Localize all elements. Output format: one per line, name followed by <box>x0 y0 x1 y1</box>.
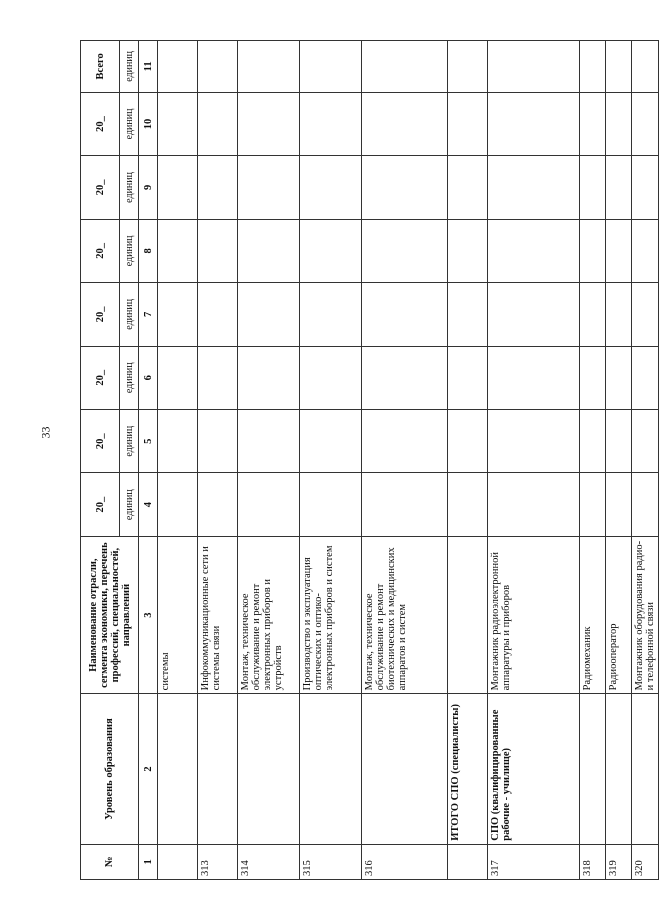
header-year: 20_ <box>81 219 120 282</box>
header-unit: единиц <box>120 473 139 536</box>
row-level: ИТОГО СПО (специалисты) <box>448 694 488 844</box>
row-num <box>448 844 488 879</box>
row-name: Производство и эксплуатация оптических и оптико-электронных приборов и систем <box>300 536 362 693</box>
table-row <box>580 41 606 880</box>
col-number: 4 <box>139 473 158 536</box>
table-row <box>198 41 238 880</box>
row-num: 318 <box>580 844 606 879</box>
row-num: 315 <box>300 844 362 879</box>
row-name: Монтаж, техническое обслуживание и ремонт биотехнических и медицинских аппаратов и систем <box>362 536 448 693</box>
row-num: 314 <box>238 844 300 879</box>
table-row <box>300 41 362 880</box>
row-name: Радиооператор <box>606 536 632 693</box>
header-year: 20_ <box>81 156 120 219</box>
header-num: № <box>81 844 139 879</box>
header-unit: единиц <box>120 41 139 93</box>
row-num: 320 <box>632 844 659 879</box>
row-num: 319 <box>606 844 632 879</box>
data-table <box>80 40 659 880</box>
row-name <box>448 536 488 693</box>
header-year: 20_ <box>81 346 120 409</box>
table-row <box>158 41 198 880</box>
row-num <box>158 844 198 879</box>
row-num: 317 <box>488 844 580 879</box>
row-level <box>198 694 238 844</box>
col-number: 1 <box>139 844 158 879</box>
row-name: Монтажник радиоэлектронной аппаратуры и приборов <box>488 536 580 693</box>
col-number: 9 <box>139 156 158 219</box>
header-row <box>81 41 120 880</box>
table-row <box>606 41 632 880</box>
row-name: Инфокоммуникационные сети и системы связи <box>198 536 238 693</box>
col-number: 3 <box>139 536 158 693</box>
header-unit: единиц <box>120 219 139 282</box>
row-level <box>300 694 362 844</box>
header-year: 20_ <box>81 473 120 536</box>
header-unit: единиц <box>120 92 139 155</box>
row-num: 316 <box>362 844 448 879</box>
header-level: Уровень образования <box>81 694 139 844</box>
row-level <box>238 694 300 844</box>
row-level <box>158 694 198 844</box>
rotated-table-container <box>80 40 656 880</box>
column-number-row <box>139 41 158 880</box>
row-name: системы <box>158 536 198 693</box>
row-name: Монтажник оборудования радио- и телефонной связи <box>632 536 659 693</box>
col-number: 5 <box>139 409 158 472</box>
row-level <box>580 694 606 844</box>
header-name: Наименование отрасли, сегмента экономики, перечень профессий, специальностей, направлений <box>81 536 139 693</box>
row-level <box>632 694 659 844</box>
row-name: Монтаж, техническое обслуживание и ремонт электронных приборов и устройств <box>238 536 300 693</box>
header-total: Всего <box>81 41 120 93</box>
col-number: 11 <box>139 41 158 93</box>
table-row <box>362 41 448 880</box>
col-number: 8 <box>139 219 158 282</box>
table-row <box>488 41 580 880</box>
header-unit: единиц <box>120 346 139 409</box>
header-unit: единиц <box>120 156 139 219</box>
header-unit: единиц <box>120 283 139 346</box>
header-year: 20_ <box>81 409 120 472</box>
page-number: 33 <box>38 426 53 439</box>
row-name: Радиомеханик <box>580 536 606 693</box>
table-row <box>632 41 659 880</box>
col-number: 7 <box>139 283 158 346</box>
header-year: 20_ <box>81 92 120 155</box>
header-unit: единиц <box>120 409 139 472</box>
row-num: 313 <box>198 844 238 879</box>
row-level: СПО (квалифицированные рабочие - училище) <box>488 694 580 844</box>
table-row <box>238 41 300 880</box>
row-level <box>362 694 448 844</box>
col-number: 10 <box>139 92 158 155</box>
col-number: 6 <box>139 346 158 409</box>
col-number: 2 <box>139 694 158 844</box>
table-row-total <box>448 41 488 880</box>
header-year: 20_ <box>81 283 120 346</box>
row-level <box>606 694 632 844</box>
